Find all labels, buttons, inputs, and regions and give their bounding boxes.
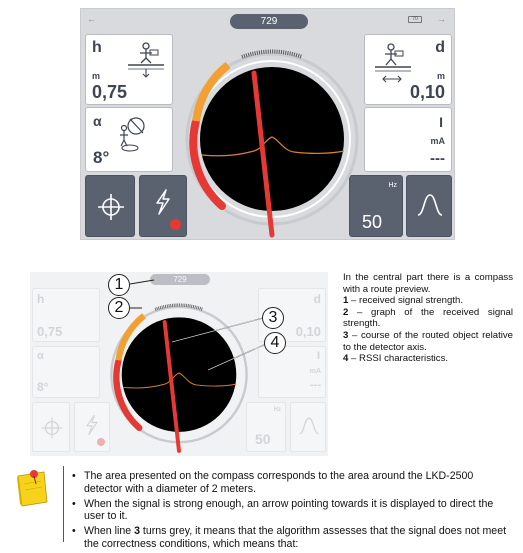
current-value-faded: --- bbox=[310, 379, 321, 391]
counter-badge-faded: 729 bbox=[150, 274, 210, 285]
current-value: --- bbox=[430, 150, 445, 167]
item-text: – graph of the received signal strength. bbox=[343, 306, 513, 330]
angle-icon bbox=[112, 114, 152, 154]
distance-value-faded: 0,10 bbox=[295, 324, 321, 339]
distance-icon bbox=[371, 41, 415, 85]
angle-value: 8° bbox=[93, 148, 110, 167]
distance-value: 0,10 bbox=[409, 82, 445, 102]
record-indicator bbox=[170, 219, 181, 230]
item-number: 3 bbox=[343, 329, 349, 341]
depth-value: 0,75 bbox=[92, 82, 128, 102]
crosshair-icon bbox=[96, 192, 126, 222]
frequency-value-faded: 50 bbox=[255, 431, 271, 447]
signal-button[interactable] bbox=[406, 175, 452, 237]
depth-icon bbox=[124, 41, 168, 81]
sticky-note-icon bbox=[14, 466, 52, 508]
compass bbox=[184, 35, 360, 239]
distance-tile[interactable] bbox=[364, 34, 452, 105]
note-divider bbox=[63, 466, 64, 542]
device-screen bbox=[80, 8, 455, 240]
current-label: I bbox=[439, 114, 443, 130]
distance-label: d bbox=[435, 39, 445, 56]
description-intro: In the central part there is a compass with a route preview. bbox=[343, 272, 513, 295]
annotated-screen bbox=[30, 272, 328, 456]
lightning-icon bbox=[152, 188, 174, 216]
battery-icon: 70 bbox=[408, 16, 422, 23]
depth-unit: m bbox=[92, 71, 101, 81]
note-text: When line bbox=[84, 525, 135, 538]
item-text: – course of the routed object relative to the detector axis. bbox=[343, 329, 513, 353]
distance-label-faded: d bbox=[313, 292, 321, 306]
angle-tile[interactable] bbox=[85, 107, 173, 172]
angle-value-faded: 8° bbox=[37, 380, 49, 394]
counter-badge: 729 bbox=[230, 14, 308, 29]
distance-unit: m bbox=[436, 71, 445, 81]
callout-4: 4 bbox=[264, 332, 286, 354]
note-item: • When the signal is strong enough, an arrow pointing towards it is displayed to direct the user to it. bbox=[72, 498, 512, 524]
callout-1: 1 bbox=[108, 274, 130, 296]
callout-lines bbox=[30, 272, 328, 456]
depth-label-faded: h bbox=[37, 292, 45, 306]
note-bold: 3 bbox=[134, 525, 140, 538]
item-text: – RSSI characteristics. bbox=[348, 353, 449, 365]
frequency-unit-faded: Hz bbox=[273, 407, 281, 413]
item-text: – received signal strength. bbox=[348, 295, 464, 307]
depth-tile[interactable] bbox=[85, 34, 173, 105]
callout-3: 3 bbox=[262, 307, 284, 329]
description-item-3 bbox=[343, 330, 513, 353]
description-item-1 bbox=[343, 295, 513, 307]
item-number: 1 bbox=[343, 295, 349, 307]
callout-2: 2 bbox=[108, 297, 130, 319]
description-item-4 bbox=[343, 353, 513, 365]
description-item-2 bbox=[343, 307, 513, 330]
depth-label: h bbox=[92, 39, 102, 56]
locate-button[interactable] bbox=[85, 175, 135, 237]
back-arrow-icon[interactable]: ← bbox=[87, 14, 96, 24]
current-tile[interactable] bbox=[364, 107, 452, 172]
item-number: 4 bbox=[343, 353, 349, 365]
current-unit: mA bbox=[430, 136, 445, 146]
notes-list bbox=[72, 470, 512, 553]
depth-value-faded: 0,75 bbox=[37, 324, 63, 339]
forward-arrow-icon[interactable]: → bbox=[437, 14, 446, 24]
note-text: turns grey, it means that the algorithm assesses that the signal does not meet the correctness conditions, which means that: bbox=[84, 525, 507, 550]
angle-label-faded: α bbox=[37, 350, 44, 362]
note-item bbox=[72, 525, 512, 551]
item-number: 2 bbox=[343, 306, 349, 318]
pulse-icon bbox=[416, 191, 444, 219]
compass-description bbox=[343, 272, 513, 365]
frequency-unit: Hz bbox=[388, 182, 397, 189]
lightning-button[interactable] bbox=[139, 175, 187, 237]
current-unit-faded: mA bbox=[309, 368, 321, 375]
note-item: • The area presented on the compass corresponds to the area around the LKD-2500 detector with a diameter of 2 meters. bbox=[72, 470, 512, 496]
current-label-faded: I bbox=[316, 350, 320, 362]
frequency-value: 50 bbox=[362, 212, 383, 232]
angle-label: α bbox=[93, 113, 102, 129]
status-bar bbox=[81, 9, 454, 31]
